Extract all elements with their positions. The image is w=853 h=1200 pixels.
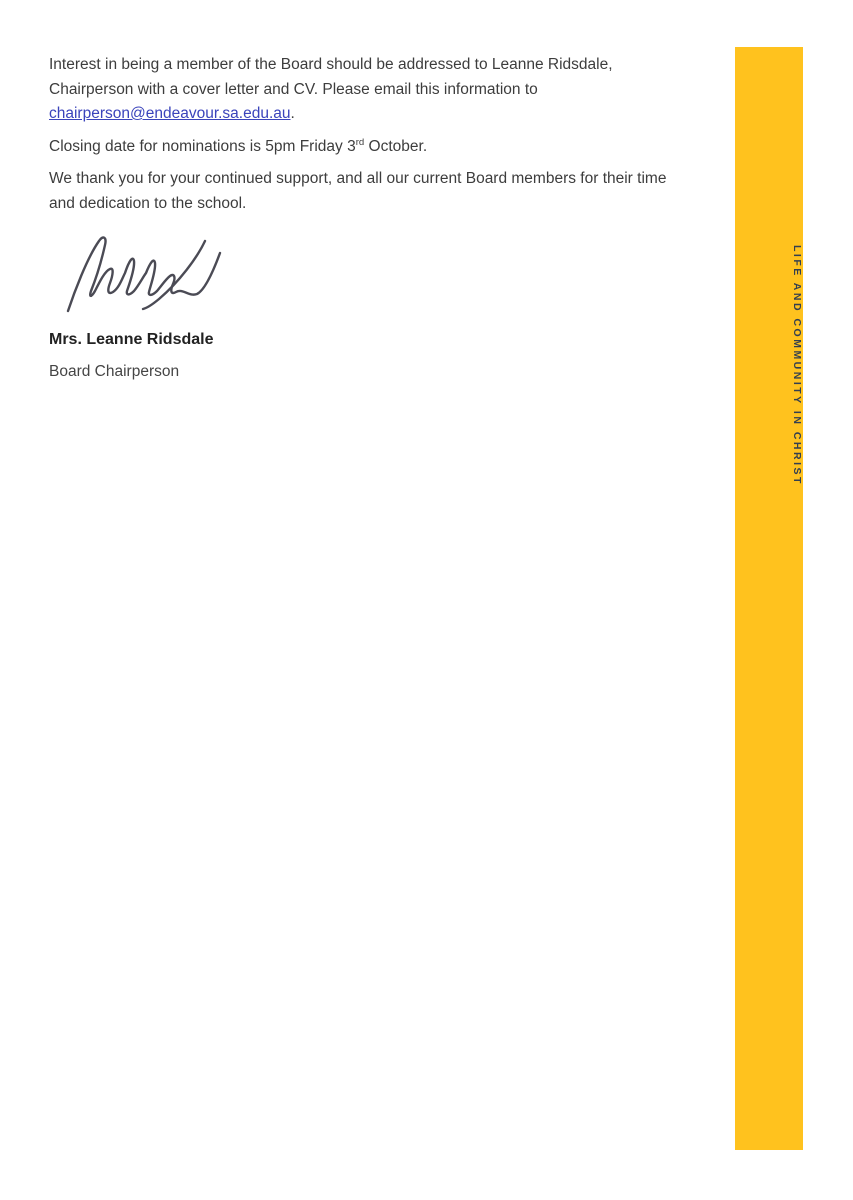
signatory-name: Mrs. Leanne Ridsdale [49, 331, 214, 348]
sidebar-band [735, 47, 803, 1150]
signature-image [55, 232, 225, 314]
sentence-period: . [290, 105, 295, 122]
paragraph-line: We thank you for your continued support, and all our current Board members for their time [49, 170, 667, 187]
closing-date-text-end: October. [364, 137, 428, 155]
sidebar-motto: LIFE AND COMMUNITY IN CHRIST [791, 245, 803, 486]
paragraph-line [49, 102, 699, 127]
paragraph-board-interest [49, 53, 699, 127]
paragraph-line: Chairperson with a cover letter and CV. Please email this information to [49, 80, 538, 98]
letter-body [49, 53, 699, 384]
paragraph-line: Interest in being a member of the Board should be addressed to Leanne Ridsdale, [49, 56, 613, 73]
signature-svg [55, 232, 225, 314]
paragraph-line: and dedication to the school. [49, 194, 247, 212]
signatory-title: Board Chairperson [49, 363, 180, 380]
closing-date-text: Closing date for nominations is 5pm Friday 3 [49, 137, 356, 155]
paragraph-closing-date [49, 135, 699, 160]
paragraph-thanks [49, 167, 699, 216]
ordinal-superscript: rd [355, 136, 365, 148]
email-link[interactable]: chairperson@endeavour.sa.edu.au [49, 105, 291, 122]
